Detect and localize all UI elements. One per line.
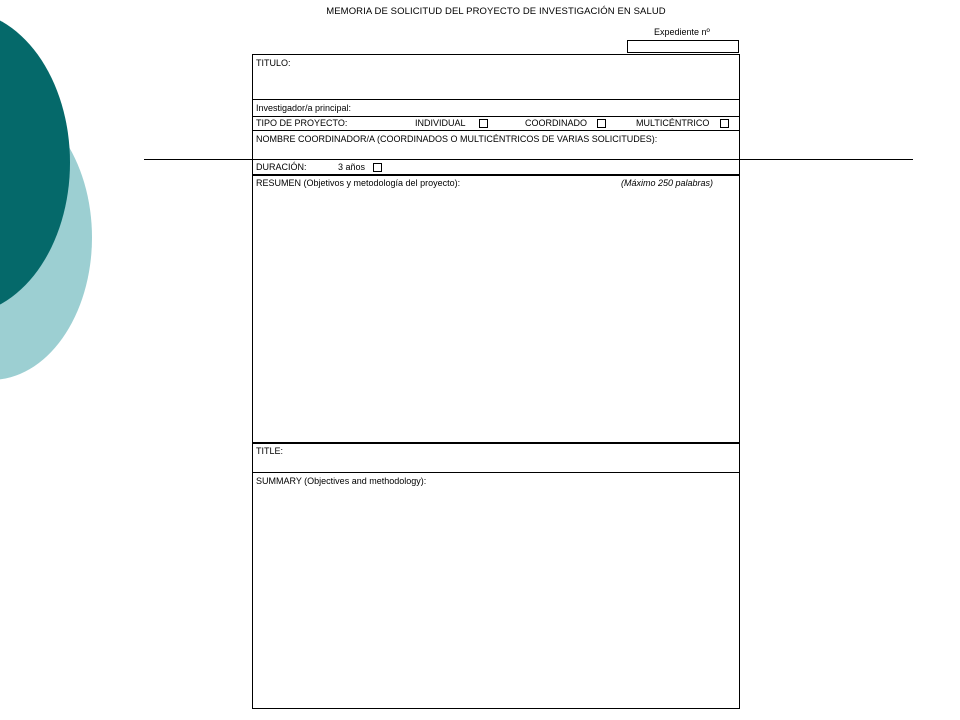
summary-area[interactable] — [253, 473, 739, 708]
option-coordinado-label: COORDINADO — [525, 118, 588, 128]
expediente-label: Expediente nº — [654, 27, 710, 37]
title-row[interactable] — [253, 444, 739, 473]
titulo-row[interactable] — [253, 55, 739, 100]
expediente-field[interactable] — [627, 40, 739, 53]
tipo-proyecto-row — [253, 117, 739, 131]
option-individual-label: INDIVIDUAL — [415, 118, 466, 128]
investigador-label: Investigador/a principal: — [256, 103, 352, 113]
summary-label: SUMMARY (Objectives and methodology): — [256, 476, 427, 486]
option-multicentrico-label: MULTICÉNTRICO — [636, 118, 710, 128]
coordinador-label: NOMBRE COORDINADOR/A (COORDINADOS O MULTICÉNTRICOS DE VARIAS SOLICITUDES): — [256, 134, 658, 144]
coordinador-row[interactable] — [253, 131, 739, 160]
coordinado-checkbox[interactable] — [597, 119, 606, 128]
duracion-option-label: 3 años — [338, 162, 366, 172]
document-title: MEMORIA DE SOLICITUD DEL PROYECTO DE INVESTIGACIÓN EN SALUD — [326, 6, 666, 17]
multicentrico-checkbox[interactable] — [720, 119, 729, 128]
duracion-label: DURACIÓN: — [256, 162, 307, 172]
duracion-row — [253, 160, 739, 176]
resumen-label: RESUMEN (Objetivos y metodología del proyecto): — [256, 178, 461, 188]
title-label: TITLE: — [256, 446, 284, 456]
investigador-row[interactable] — [253, 100, 739, 117]
application-form — [252, 54, 740, 709]
resumen-word-limit: (Máximo 250 palabras) — [621, 178, 714, 188]
individual-checkbox[interactable] — [479, 119, 488, 128]
duracion-checkbox[interactable] — [373, 163, 382, 172]
titulo-label: TITULO: — [256, 58, 291, 68]
resumen-row[interactable] — [253, 176, 739, 444]
tipo-proyecto-label: TIPO DE PROYECTO: — [256, 118, 348, 128]
